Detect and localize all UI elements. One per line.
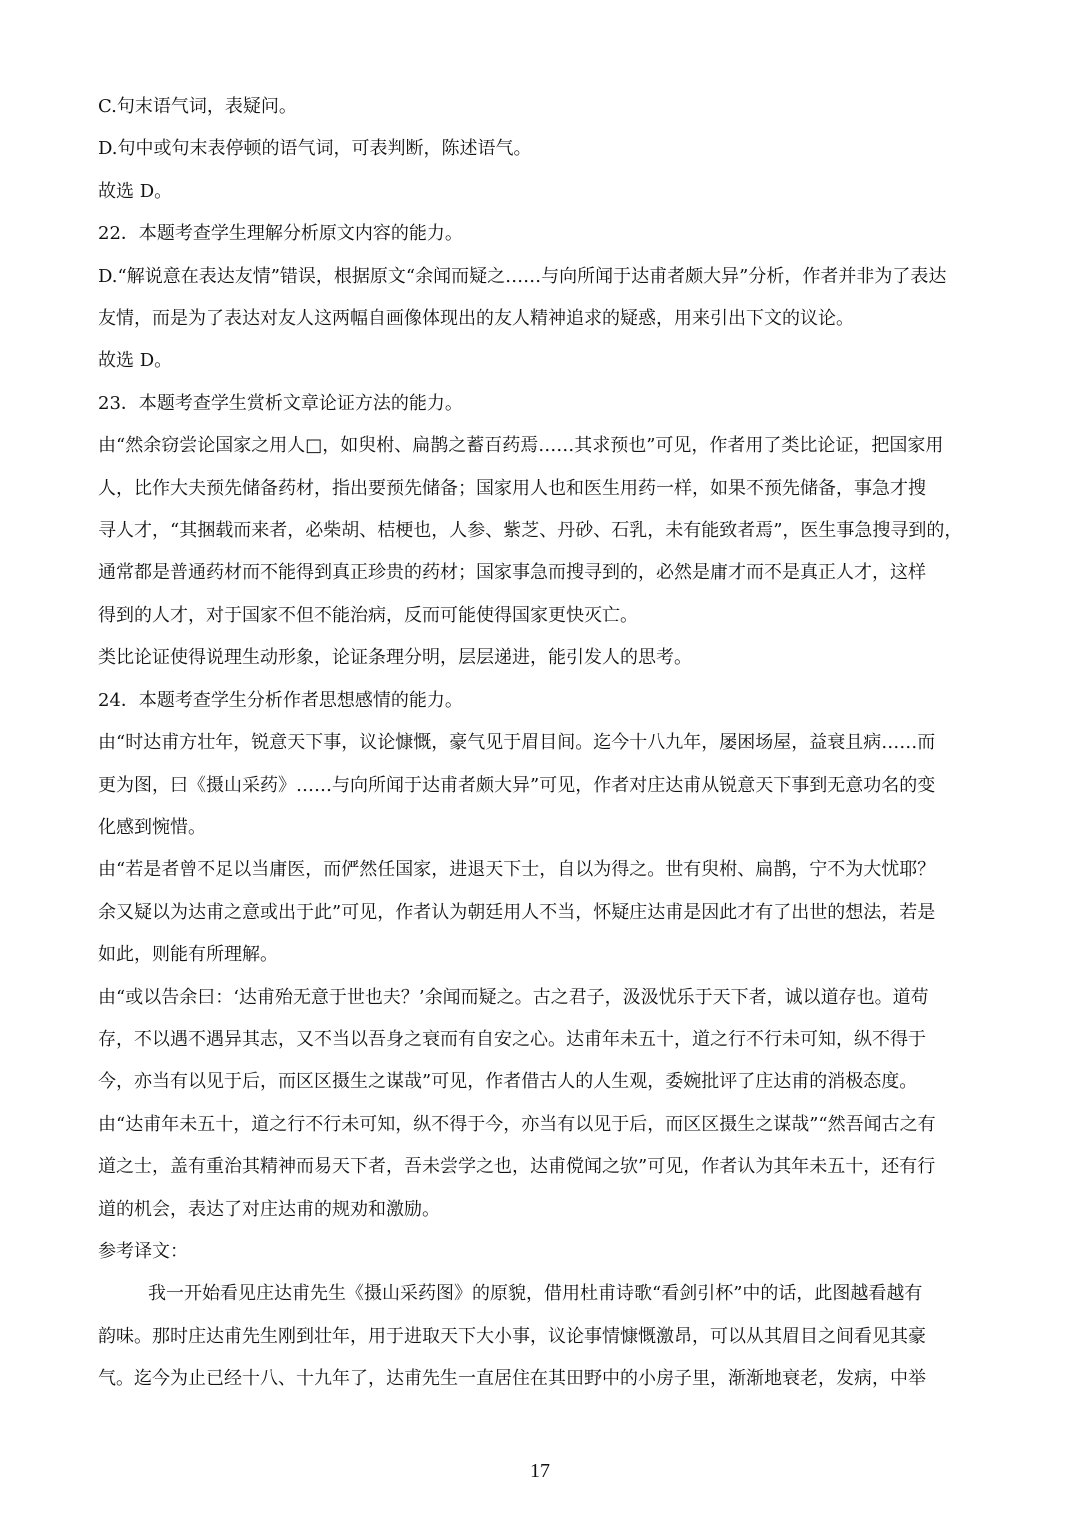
text-line: 由“若是者曾不足以当庸医，而俨然任国家，进退天下士，自以为得之。世有臾柎、扁鹊，宁不为大忧耶？ [98, 859, 936, 881]
text-line: 道之士，盖有重治其精神而易天下者，吾未尝学之也，达甫傥闻之欤”可见，作者认为其年未五十，还有行 [98, 1156, 936, 1178]
text-line: 通常都是普通药材而不能得到真正珍贵的药材；国家事急而搜寻到的，必然是庸才而不是真正人才，这样 [98, 562, 926, 584]
question-heading: 22．本题考查学生理解分析原文内容的能力。 [98, 223, 463, 245]
text-line: 今，亦当有以见于后，而区区摄生之谋哉”可见，作者借古人的人生观，委婉批评了庄达甫的消极态度。 [98, 1071, 918, 1093]
translation-line: 我一开始看见庄达甫先生《摄山采药图》的原貌，借用杜甫诗歌“看剑引杯”中的话，此图越看越有 [148, 1283, 923, 1305]
text-line: 如此，则能有所理解。 [98, 944, 278, 966]
translation-line: 气。迄今为止已经十八、十九年了，达甫先生一直居住在其田野中的小房子里，渐渐地衰老，发病，中举 [98, 1368, 926, 1390]
text-line: 寻人才，“其捆载而来者，必柴胡、桔梗也，人参、紫芝、丹砂、石乳，未有能致者焉”，医生事急搜寻到的， [98, 520, 963, 542]
text-line: 人，比作大夫预先储备药材，指出要预先储备；国家用人也和医生用药一样，如果不预先储备，事急才搜 [98, 477, 926, 499]
text-line: 友情，而是为了表达对友人这两幅自画像体现出的友人精神追求的疑惑，用来引出下文的议论。 [98, 308, 854, 330]
question-heading: 24．本题考查学生分析作者思想感情的能力。 [98, 689, 463, 711]
text-line: 得到的人才，对于国家不但不能治病，反而可能使得国家更快灭亡。 [98, 604, 638, 626]
text-line: 道的机会，表达了对庄达甫的规劝和激励。 [98, 1198, 440, 1220]
question-heading: 23．本题考查学生赏析文章论证方法的能力。 [98, 392, 463, 414]
translation-heading: 参考译文： [98, 1240, 188, 1262]
text-line: 化感到惋惜。 [98, 816, 206, 838]
text-line: 由“时达甫方壮年，锐意天下事，议论慷慨，豪气见于眉目间。迄今十八九年，屡困场屋，益衰且病……而 [98, 732, 936, 754]
text-line: 更为图，曰《摄山采药》……与向所闻于达甫者颇大异”可见，作者对庄达甫从锐意天下事到无意功名的变 [98, 774, 936, 796]
text-line: 存，不以遇不遇异其志，又不当以吾身之衰而有自安之心。达甫年未五十，道之行不行未可知，纵不得于 [98, 1028, 926, 1050]
page-content [98, 86, 986, 1401]
page-number: 17 [530, 1460, 550, 1482]
translation-line: 韵味。那时庄达甫先生刚到壮年，用于进取天下大小事，议论事情慷慨激昂，可以从其眉目之间看见其豪 [98, 1325, 926, 1347]
text-line: D.句中或句末表停顿的语气词，可表判断，陈述语气。 [98, 138, 532, 160]
text-line: 余又疑以为达甫之意或出于此”可见，作者认为朝廷用人不当，怀疑庄达甫是因此才有了出世的想法，若是 [98, 901, 936, 923]
text-line: 由“然余窃尝论国家之用人□，如臾柎、扁鹊之蓄百药焉……其求预也”可见，作者用了类比论证，把国家用 [98, 435, 944, 457]
text-line: 类比论证使得说理生动形象，论证条理分明，层层递进，能引发人的思考。 [98, 647, 692, 669]
text-line: 故选 D。 [98, 350, 173, 372]
text-line: 故选 D。 [98, 180, 173, 202]
text-line: 由“达甫年未五十，道之行不行未可知，纵不得于今，亦当有以见于后，而区区摄生之谋哉”“然吾闻古之有 [98, 1113, 936, 1135]
text-line: D.“解说意在表达友情”错误，根据原文“余闻而疑之……与向所闻于达甫者颇大异”分析，作者并非为了表达 [98, 265, 947, 287]
text-line: C.句末语气词，表疑问。 [98, 96, 297, 117]
text-line: 由“或以告余曰：‘达甫殆无意于世也夫？’余闻而疑之。古之君子，汲汲忧乐于天下者，诚以道存也。道苟 [98, 986, 929, 1008]
